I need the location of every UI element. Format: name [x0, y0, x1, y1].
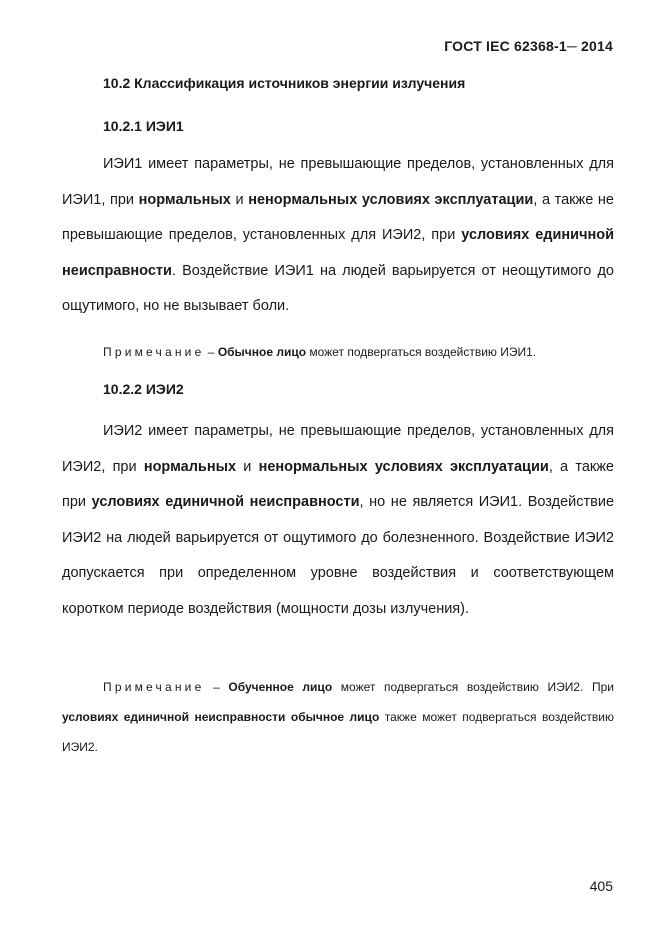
text: , но не является ИЭИ1. Воздействие ИЭИ2 на людей варьируется от ощутимого до болезненного. Воздействие ИЭИ2 допускается при определенном уровне воздействия и соответствующем коротком периоде воздействия (мощности дозы излучения).	[62, 494, 615, 617]
term-abnormal: ненормальных условиях эксплуатации	[248, 191, 534, 208]
text: ИЭИ1 имеет параметры, не превышающие пределов, установленных для ИЭИ1, при	[62, 156, 614, 208]
text: . Воздействие ИЭИ1 на людей варьируется от неощутимого до ощутимого, но не вызывает боли.	[62, 262, 614, 314]
term-ordinary-person: обычное лицо	[290, 710, 380, 724]
text: и	[236, 458, 259, 475]
note-label: Примечание	[103, 680, 205, 694]
subsection-title-1: 10.2.1 ИЭИ1	[103, 118, 184, 134]
text: , а также при	[62, 458, 614, 510]
text: может подвергаться воздействию ИЭИ2. При	[332, 680, 615, 694]
text: –	[204, 345, 218, 359]
note-iei1	[62, 337, 614, 367]
term-abnormal: ненормальных условиях эксплуатации	[258, 458, 549, 475]
document-header: ГОСТ IEC 62368-1─ 2014	[444, 38, 613, 54]
paragraph-iei1	[62, 147, 614, 325]
text: также может подвергаться воздействию ИЭИ2.	[62, 710, 614, 754]
term-normal: нормальных	[143, 458, 237, 475]
text: может подвергаться воздействию ИЭИ1.	[306, 345, 537, 359]
term-ordinary-person: Обычное лицо	[217, 345, 307, 359]
text: , а также не превышающие пределов, установленных для ИЭИ2, при	[62, 191, 614, 243]
term-single-fault: условиях единичной неисправности	[62, 710, 286, 724]
text: ИЭИ2 имеет параметры, не превышающие пределов, установленных для ИЭИ2, при	[62, 423, 614, 475]
note-label: Примечание	[103, 345, 205, 359]
term-single-fault: условиях единичной неисправности	[91, 494, 360, 510]
term-normal: нормальных	[138, 191, 231, 208]
term-single-fault: условиях единичной неисправности	[62, 227, 615, 279]
text: –	[204, 680, 229, 694]
subsection-title-2: 10.2.2 ИЭИ2	[103, 381, 184, 397]
note-iei2	[62, 672, 614, 762]
section-title: 10.2 Классификация источников энергии излучения	[103, 75, 466, 91]
term-instructed-person: Обученное лицо	[228, 680, 333, 694]
paragraph-iei2	[62, 414, 614, 627]
text: и	[230, 191, 249, 208]
page-number: 405	[589, 878, 613, 894]
